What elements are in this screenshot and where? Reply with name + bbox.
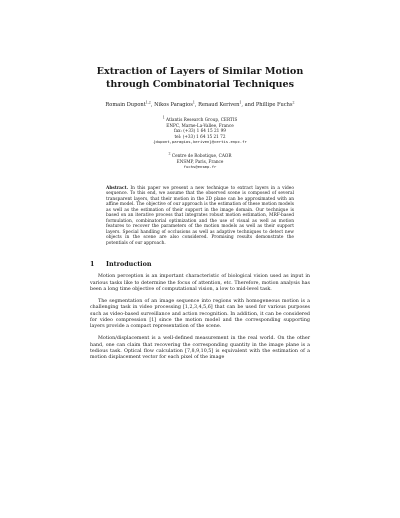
author-separator: ,	[150, 102, 155, 108]
affiliation-mark: 1	[162, 115, 165, 120]
author-name: Phillipe Fuchs	[255, 102, 293, 108]
author-affiliation-mark: 2	[292, 100, 295, 105]
affiliation-2	[90, 153, 310, 170]
section-number: 1	[90, 260, 95, 269]
author-affiliation-mark: 1	[192, 100, 195, 105]
affiliation-mark: 2	[168, 151, 171, 156]
author-name: Nikos Paragios	[154, 102, 193, 108]
paper-title	[90, 0, 310, 91]
abstract-text: In this paper we present a new technique to extract layers in a video sequence. To this end, we assume that the observed scene is composed of several transparent layers, that their motion in the 2D plane can be approximated with an affine model. The objective of our approach is the estimation of these motion models as well as the estimation of their support in the image domain. Our technique is based on an iterative process that integrates robust motion estimation, MRF-based formulation, combinatorial optimization and the use of visual as well as motion features to recover the parameters of the motion models as well as their support layers. Special handling of occlusions as well as adaptive techniques to detect new objects in the scene are also considered. Promising results demonstrate the potentials of our approach.	[106, 185, 294, 246]
affiliation-email[interactable]: fuchs@ensmp.fr	[183, 164, 217, 170]
abstract	[106, 186, 294, 247]
affiliation-email[interactable]: {dupont,paragios,keriven}@certis.enpc.fr	[153, 139, 247, 145]
author-separator: , and	[241, 102, 256, 108]
body-paragraph: Motion/displacement is a well-defined measurement in the real world. On the other hand, one can claim that recovering the corresponding quantity in the image plane is a tedious task. Optical flow calculation [7,8,9,10,5] is equivalent with the estimation of a motion displacement vector for each pixel of the image	[90, 336, 310, 360]
author-affiliation-mark: 1	[239, 100, 242, 105]
abstract-label: Abstract.	[106, 185, 129, 191]
affiliation-fax: fax: (+33) 1 64 15 21 99	[174, 128, 226, 134]
title-line-1: Extraction of Layers of Similar Motion	[96, 66, 304, 77]
author-affiliation-mark: 1,2	[145, 100, 151, 105]
affiliation-line: Centre de Robotique, CAOR	[171, 152, 232, 158]
title-line-2: through Combinatorial Techniques	[105, 79, 295, 90]
affiliation-tel: tel: (+33) 1 64 15 21 72	[174, 133, 226, 139]
author-list	[90, 102, 310, 109]
affiliation-line: Atlantis Research Group, CERTIS	[166, 117, 238, 122]
section-title: Introduction	[106, 260, 152, 269]
body-paragraph: The segmentation of an image sequence into regions with homogeneous motion is a challenging task in video processing [1,2,3,4,5,6] that can be used for various purposes such as video-based surveillance and action recognition. In addition, it can be considered for video compression [1] since the motion model and the corresponding supporting layers provide a compact representation of the scene.	[90, 299, 310, 329]
author-name: Romain Dupont	[105, 102, 146, 108]
affiliation-1	[90, 117, 310, 145]
author-name: Renaud Keriven	[198, 102, 240, 108]
affiliation-line: ENSMP, Paris, France	[176, 158, 224, 164]
body-paragraph: Motion perception is an important characteristic of biological vision used as input in various tasks like to determine the focus of attention, etc. Therefore, motion analysis has been a long time objective of computational vision, a low to mid-level task.	[90, 274, 310, 292]
affiliation-line: ENPC, Marne-La-Vallee, France	[166, 122, 234, 128]
section-heading	[90, 260, 310, 269]
author-separator: ,	[194, 102, 199, 108]
